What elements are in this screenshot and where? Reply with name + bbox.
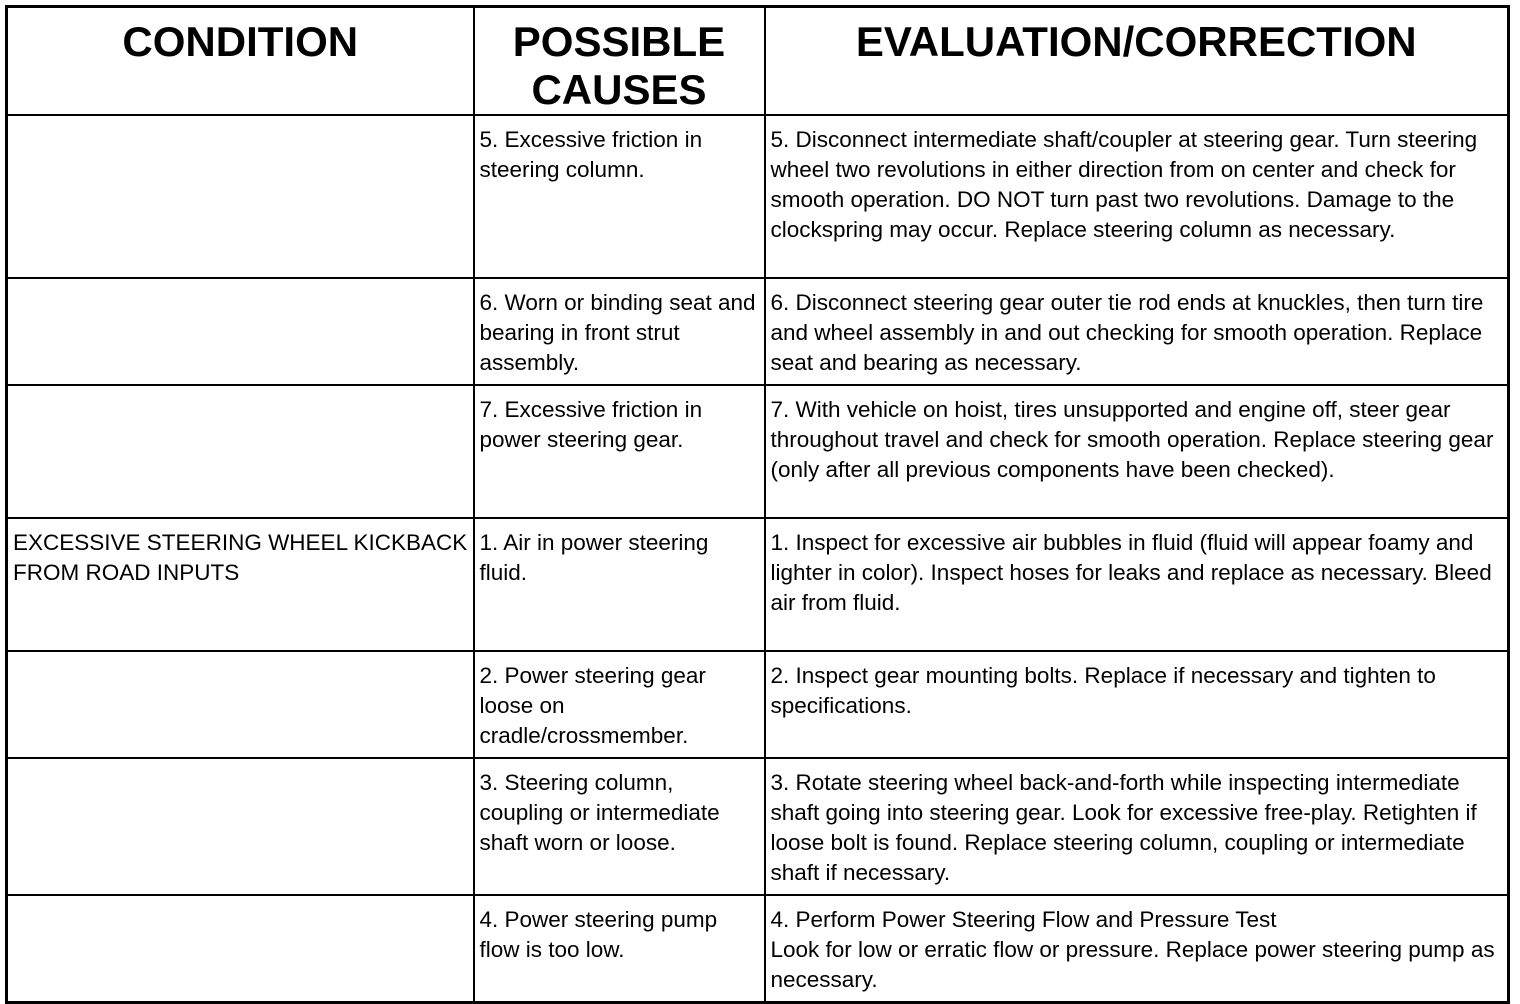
header-row	[7, 7, 1509, 116]
table-body	[7, 115, 1509, 1003]
evaluation-correction-header: EVALUATION/CORRECTION	[765, 7, 1509, 116]
condition-cell	[7, 278, 474, 385]
table-row	[7, 758, 1509, 895]
cause-cell: 1. Air in power steering fluid.	[474, 518, 765, 651]
evaluation-cell: 2. Inspect gear mounting bolts. Replace if necessary and tighten to specifications.	[765, 651, 1509, 758]
table-row	[7, 278, 1509, 385]
evaluation-cell: 4. Perform Power Steering Flow and Pressure Test Look for low or erratic flow or pressure. Replace power steering pump as necessary.	[765, 895, 1509, 1003]
table-row	[7, 385, 1509, 518]
condition-header: CONDITION	[7, 7, 474, 116]
condition-cell: EXCESSIVE STEERING WHEEL KICKBACK FROM ROAD INPUTS	[7, 518, 474, 651]
cause-cell: 5. Excessive friction in steering column.	[474, 115, 765, 278]
cause-cell: 2. Power steering gear loose on cradle/crossmember.	[474, 651, 765, 758]
evaluation-cell: 5. Disconnect intermediate shaft/coupler at steering gear. Turn steering wheel two revolutions in either direction from on center and check for smooth operation. DO NOT turn past two revolutions. Damage to the clockspring may occur. Replace steering column as necessary.	[765, 115, 1509, 278]
condition-cell	[7, 758, 474, 895]
table-row	[7, 518, 1509, 651]
evaluation-cell: 7. With vehicle on hoist, tires unsupported and engine off, steer gear throughout travel and check for smooth operation. Replace steering gear (only after all previous components have been checked).	[765, 385, 1509, 518]
cause-cell: 6. Worn or binding seat and bearing in front strut assembly.	[474, 278, 765, 385]
condition-cell	[7, 385, 474, 518]
cause-cell: 4. Power steering pump flow is too low.	[474, 895, 765, 1003]
cause-cell: 3. Steering column, coupling or intermediate shaft worn or loose.	[474, 758, 765, 895]
evaluation-cell: 3. Rotate steering wheel back-and-forth while inspecting intermediate shaft going into steering gear. Look for excessive free-play. Retighten if loose bolt is found. Replace steering column, coupling or intermediate shaft if necessary.	[765, 758, 1509, 895]
evaluation-cell: 1. Inspect for excessive air bubbles in fluid (fluid will appear foamy and lighter in color). Inspect hoses for leaks and replace as necessary. Bleed air from fluid.	[765, 518, 1509, 651]
table-row	[7, 651, 1509, 758]
diagnosis-table	[5, 5, 1510, 1004]
condition-cell	[7, 895, 474, 1003]
table-row	[7, 115, 1509, 278]
condition-cell	[7, 651, 474, 758]
table-row	[7, 895, 1509, 1003]
cause-cell: 7. Excessive friction in power steering gear.	[474, 385, 765, 518]
possible-causes-header: POSSIBLE CAUSES	[474, 7, 765, 116]
evaluation-cell: 6. Disconnect steering gear outer tie rod ends at knuckles, then turn tire and wheel assembly in and out checking for smooth operation. Replace seat and bearing as necessary.	[765, 278, 1509, 385]
table-header	[7, 7, 1509, 116]
condition-cell	[7, 115, 474, 278]
